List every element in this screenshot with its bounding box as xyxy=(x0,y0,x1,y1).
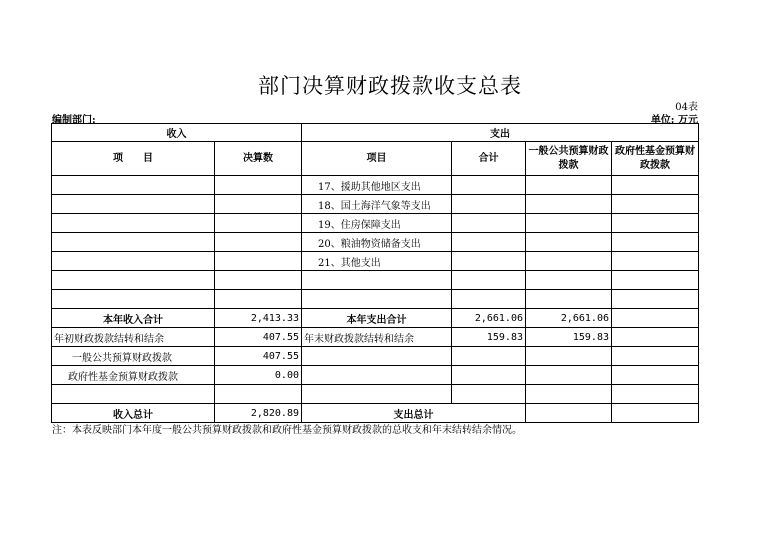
expense-item: 17、援助其他地区支出 xyxy=(302,176,452,195)
exp-item-header: 项目 xyxy=(302,142,452,176)
begin-balance-label: 年初财政拨款结转和结余 xyxy=(52,328,215,347)
table-header-row xyxy=(52,124,699,142)
general-budget-header: 一般公共预算财政拨款 xyxy=(526,142,612,176)
gov-fund-value: 0.00 xyxy=(215,366,302,385)
table-row xyxy=(52,195,699,214)
org-label: 编制部门: xyxy=(52,115,96,126)
table-row xyxy=(52,271,699,290)
grand-expense-label: 支出总计 xyxy=(302,404,526,423)
expense-total-label: 本年支出合计 xyxy=(302,309,452,328)
table-row xyxy=(52,214,699,233)
budget-table xyxy=(51,123,699,423)
table-row xyxy=(52,366,699,385)
unit-label: 单位: 万元 xyxy=(650,115,698,126)
income-total-label: 本年收入合计 xyxy=(52,309,215,328)
expense-item: 21、其他支出 xyxy=(302,252,452,271)
table-row xyxy=(52,290,699,309)
table-row xyxy=(52,385,699,404)
begin-balance-value: 407.55 xyxy=(215,328,302,347)
expense-header: 支出 xyxy=(302,124,699,142)
grand-income-label: 收入总计 xyxy=(52,404,215,423)
table-subheader-row xyxy=(52,142,699,176)
item-header: 项 目 xyxy=(52,142,215,176)
table-row xyxy=(52,347,699,366)
general-budget-value: 407.55 xyxy=(215,347,302,366)
gov-fund-label: 政府性基金预算财政拨款 xyxy=(52,366,215,385)
end-balance-value: 159.83 xyxy=(452,328,526,347)
grand-income-value: 2,820.89 xyxy=(215,404,302,423)
expense-item: 19、住房保障支出 xyxy=(302,214,452,233)
table-row xyxy=(52,404,699,423)
end-balance-label: 年末财政拨款结转和结余 xyxy=(302,328,452,347)
expense-item: 20、粮油物资储备支出 xyxy=(302,233,452,252)
total-header: 合计 xyxy=(452,142,526,176)
income-total-value: 2,413.33 xyxy=(215,309,302,328)
table-row xyxy=(52,176,699,195)
footnote: 注：本表反映部门本年度一般公共预算财政拨款和政府性基金预算财政拨款的总收支和年末结转结余情况。 xyxy=(52,425,522,436)
table-row xyxy=(52,328,699,347)
page-title: 部门决算财政拨款收支总表 xyxy=(258,74,522,98)
form-number: 04表 xyxy=(675,102,698,113)
expense-total-general: 2,661.06 xyxy=(526,309,612,328)
general-budget-label: 一般公共预算财政拨款 xyxy=(52,347,215,366)
final-amount-header: 决算数 xyxy=(215,142,302,176)
expense-item: 18、国土海洋气象等支出 xyxy=(302,195,452,214)
expense-total-value: 2,661.06 xyxy=(452,309,526,328)
income-header: 收入 xyxy=(52,124,302,142)
end-balance-general: 159.83 xyxy=(526,328,612,347)
table-row xyxy=(52,252,699,271)
table-row xyxy=(52,233,699,252)
gov-fund-header: 政府性基金预算财政拨款 xyxy=(612,142,699,176)
table-row xyxy=(52,309,699,328)
